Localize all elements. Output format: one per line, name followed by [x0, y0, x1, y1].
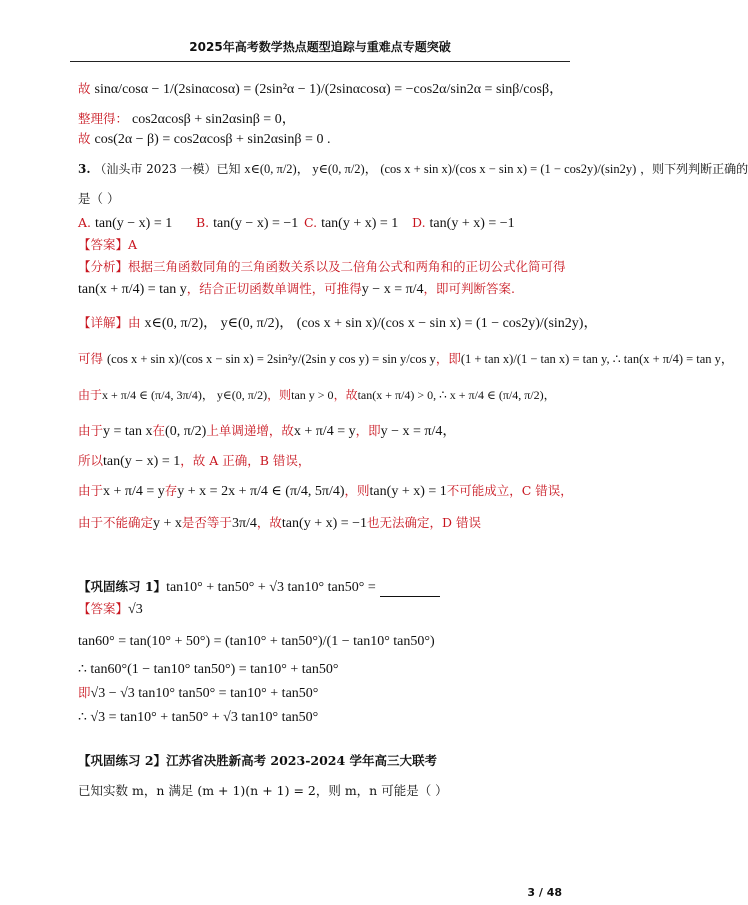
problem-3-statement-cont: 是（ ） [78, 191, 120, 206]
practice-2-header: 【巩固练习 2】江苏省决胜新高考 2023-2024 学年高三大联考 [78, 753, 438, 768]
practice-1-step-2: ∴ tan60°(1 − tan10° tan50°) = tan10° + tan50° [78, 662, 339, 677]
derivation-line-3: 故 cos(2α − β) = cos2αcosβ + sin2αsinβ = 0 . [78, 131, 331, 147]
option-a: A. tan(y − x) = 1 [78, 215, 173, 231]
answer-line: 【答案】A [78, 237, 138, 252]
practice-1-question: 【巩固练习 1】tan10° + tan50° + √3 tan10° tan50° = [78, 578, 440, 597]
derivation-math-1: sinα/cosα − 1/(2sinαcosα) = (2sin²α − 1)/(2sinαcosα) = −cos2α/sin2α = sinβ/cosβ， [94, 82, 564, 97]
option-c: C. tan(y + x) = 1 [304, 215, 399, 231]
detail-line-4: 由于y = tan x在(0, π/2)上单调递增，故x + π/4 = y，即y − x = π/4， [78, 423, 457, 439]
practice-1-step-3: 即√3 − √3 tan10° tan50° = tan10° + tan50° [78, 685, 319, 701]
derivation-line-1: 故 sinα/cosα − 1/(2sinαcosα) = (2sin²α − 1)/(2sinαcosα) = −cos2α/sin2α = sinβ/cosβ， [78, 81, 564, 97]
practice-1-step-4: ∴ √3 = tan10° + tan50° + √3 tan10° tan50° [78, 710, 319, 725]
detail-line-1: 【详解】由 x∈(0, π/2)， y∈(0, π/2)， (cos x + sin x)/(cos x − sin x) = (1 − cos2y)/(sin2y)， [78, 315, 598, 331]
detail-line-5: 所以tan(y − x) = 1，故 A 正确，B 错误， [78, 453, 311, 469]
answer-blank [380, 584, 440, 597]
option-d: D. tan(y + x) = −1 [412, 215, 515, 231]
analysis-line-2: tan(x + π/4) = tan y，结合正切函数单调性，可推得y − x = π/4，即可判断答案. [78, 281, 516, 297]
practice-2-question: 已知实数 m，n 满足 (m + 1)(n + 1) = 2，则 m，n 可能是（ ） [78, 783, 448, 798]
page-number: 3 / 48 [527, 886, 562, 899]
problem-number: 3. [78, 162, 91, 176]
derivation-line-2: 整理得： cos2αcosβ + sin2αsinβ = 0， [78, 111, 296, 127]
detail-line-3: 由于x + π/4 ∈ (π/4, 3π/4)， y∈(0, π/2)，则tan y > 0，故tan(x + π/4) > 0, ∴ x + π/4 ∈ (π/4, π/2)， [78, 388, 556, 402]
page-header: 2025年高考数学热点题型追踪与重难点专题突破 [70, 38, 570, 62]
problem-3-statement: 3. （汕头市 2023 一模）已知 x∈(0, π/2)， y∈(0, π/2)， (cos x + sin x)/(cos x − sin x) = (1 − cos2y)/(sin2y) ，则下列判断正确的 [78, 162, 748, 176]
detail-line-7: 由于不能确定y + x是否等于3π/4，故tan(y + x) = −1也无法确定，D 错误 [78, 515, 482, 531]
detail-line-6: 由于x + π/4 = y存y + x = 2x + π/4 ∈ (π/4, 5π/4)，则tan(y + x) = 1不可能成立，C 错误， [78, 483, 573, 499]
practice-1-step-1: tan60° = tan(10° + 50°) = (tan10° + tan50°)/(1 − tan10° tan50°) [78, 634, 435, 649]
option-b: B. tan(y − x) = −1 [196, 215, 299, 231]
analysis-line-1: 【分析】根据三角函数同角的三角函数关系以及二倍角公式和两角和的正切公式化简可得 [78, 259, 566, 274]
detail-line-2: 可得 (cos x + sin x)/(cos x − sin x) = 2sin²y/(2sin y cos y) = sin y/cos y，即(1 + tan x)/(1 − tan x) = tan y, ∴ tan(x + π/4) = tan y， [78, 351, 734, 366]
practice-1-answer: 【答案】√3 [78, 601, 143, 617]
